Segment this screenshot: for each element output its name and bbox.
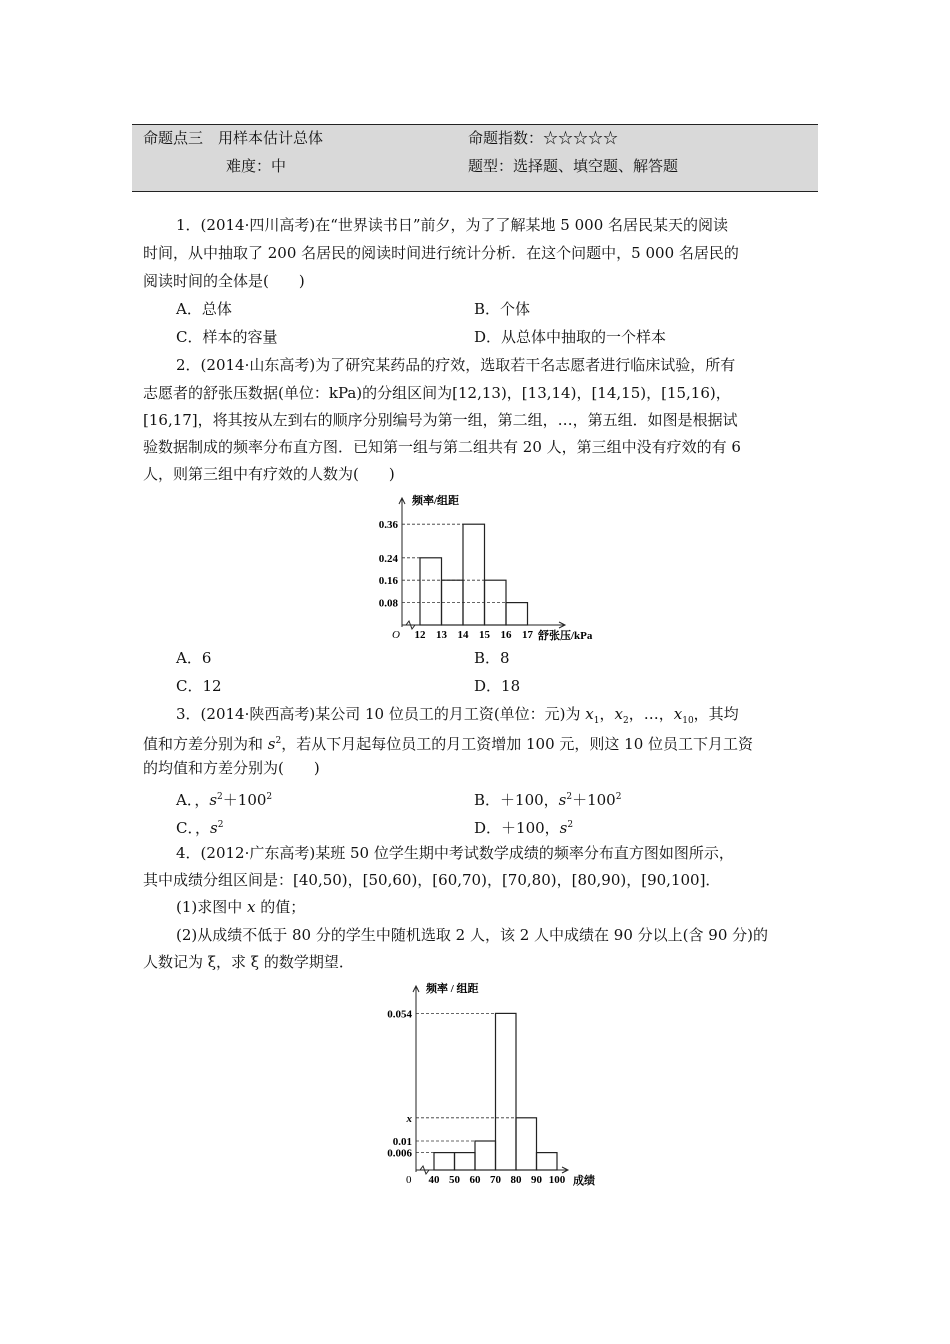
histogram-blood-pressure (360, 490, 620, 645)
origin-label: O (392, 629, 400, 641)
y-tick-label: 0.08 (378, 597, 398, 610)
x-tick-label: 14 (457, 629, 469, 641)
q4-sub-2-line-2: 人数记为 ξ，求 ξ 的数学期望． (143, 953, 354, 971)
y-tick-label: 0.36 (378, 519, 398, 532)
x-tick-label: 13 (436, 629, 447, 641)
y-tick-label: 0.24 (378, 552, 398, 565)
topic-title: 命题点三 用样本估计总体 (143, 129, 324, 147)
histogram-bar (537, 1153, 558, 1170)
y-tick-label: 0.006 (387, 1147, 412, 1160)
x-tick-label: 16 (500, 629, 512, 641)
q3-option-a: A．，$s^2+100^2$ (176, 791, 273, 809)
q2-option-b: B．8 (474, 649, 510, 667)
x-tick-label: 80 (510, 1174, 522, 1186)
q2-option-d: D．18 (474, 677, 521, 695)
q1-option-c: C．样本的容量 (176, 328, 278, 346)
q2-line-5: 人，则第三组中有疗效的人数为( ) (143, 465, 395, 483)
histogram-bar (420, 558, 442, 625)
histogram-bar (506, 603, 528, 625)
histogram-bar (516, 1118, 537, 1170)
origin-label: 0 (406, 1174, 412, 1186)
q3-option-d: D．＋100，$s^2$ (474, 819, 574, 837)
q2-line-4: 验数据制成的频率分布直方图．已知第一组与第二组共有 20 人，第三组中没有疗效的有 6 (143, 438, 741, 456)
x-axis-title: 舒张压/kPa (538, 630, 593, 642)
q3-line-2: 值和方差分别为和 $s^2$，若从下月起每位员工的月工资增加 100 元，则这 10 位员工下月工资 (143, 735, 754, 753)
histogram-bar (455, 1153, 476, 1170)
topic-difficulty: 难度：中 (226, 157, 287, 175)
q4-line-1: 4．(2012·广东高考)某班 50 位学生期中考试数学成绩的频率分布直方图如图所示， (176, 844, 734, 862)
histogram-bar (463, 524, 485, 625)
x-tick-label: 40 (428, 1174, 440, 1186)
q2-line-1: 2．(2014·山东高考)为了研究某药品的疗效，选取若干名志愿者进行临床试验，所有 (176, 356, 736, 374)
y-axis-title: 频率 / 组距 (426, 983, 479, 995)
q3-option-c: C．，$s^2$ (176, 819, 224, 837)
x-tick-label: 90 (531, 1174, 542, 1186)
histogram-bar (496, 1013, 517, 1170)
q1-line-2: 时间，从中抽取了 200 名居民的阅读时间进行统计分析．在这个问题中，5 000 名居民的 (143, 244, 739, 262)
q1-option-b: B．个体 (474, 300, 531, 318)
x-axis-title: 成绩 (573, 1175, 595, 1187)
q2-option-c: C．12 (176, 677, 222, 695)
q1-line-3: 阅读时间的全体是( ) (143, 272, 305, 290)
topic-index: 命题指数：☆☆☆☆☆ (468, 129, 619, 147)
x-tick-label: 50 (449, 1174, 460, 1186)
topic-types: 题型：选择题、填空题、解答题 (468, 157, 679, 175)
q4-sub-2-line-1: (2)从成绩不低于 80 分的学生中随机选取 2 人，该 2 人中成绩在 90 分以上(含 90 分)的 (176, 926, 768, 944)
q4-sub-1: (1)求图中 x 的值； (176, 898, 306, 916)
x-tick-label: 12 (414, 629, 426, 641)
x-tick-label: 15 (479, 629, 490, 641)
q3-line-1: 3．(2014·陕西高考)某公司 10 位员工的月工资(单位：元)为 $x_1$，$x_2$，…，$x_{10}$，其均 (176, 705, 739, 726)
x-tick-label: 17 (522, 629, 533, 641)
q4-line-2: 其中成绩分组区间是：[40,50)，[50,60)，[60,70)，[70,80)，[80,90)，[90,100]． (143, 871, 721, 889)
y-tick-label: 0.054 (387, 1008, 412, 1021)
histogram-bar (475, 1141, 496, 1170)
y-tick-label: x (406, 1112, 412, 1125)
x-tick-label: 100 (548, 1174, 566, 1186)
y-tick-label: 0.16 (378, 575, 398, 588)
q2-line-3: [16,17]，将其按从左到右的顺序分别编号为第一组，第二组，…，第五组．如图是根据试 (143, 411, 738, 429)
q1-option-a: A．总体 (176, 300, 232, 318)
q2-line-2: 志愿者的舒张压数据(单位：kPa)的分组区间为[12,13)，[13,14)，[14,15)，[15,16)， (143, 384, 731, 402)
q3-option-b: B．＋100，$s^2+100^2$ (474, 791, 622, 809)
y-axis-title: 频率/组距 (412, 495, 460, 507)
q1-line-1: 1．(2014·四川高考)在“世界读书日”前夕，为了了解某地 5 000 名居民某天的阅读 (176, 216, 729, 234)
histogram-bar (434, 1153, 455, 1170)
x-tick-label: 70 (490, 1174, 501, 1186)
x-tick-label: 60 (469, 1174, 481, 1186)
histogram-scores (370, 980, 610, 1195)
y-tick-label: 0.01 (392, 1136, 412, 1148)
q2-option-a: A．6 (176, 649, 212, 667)
q3-line-3: 的均值和方差分别为( ) (143, 759, 320, 777)
q1-option-d: D．从总体中抽取的一个样本 (474, 328, 667, 346)
